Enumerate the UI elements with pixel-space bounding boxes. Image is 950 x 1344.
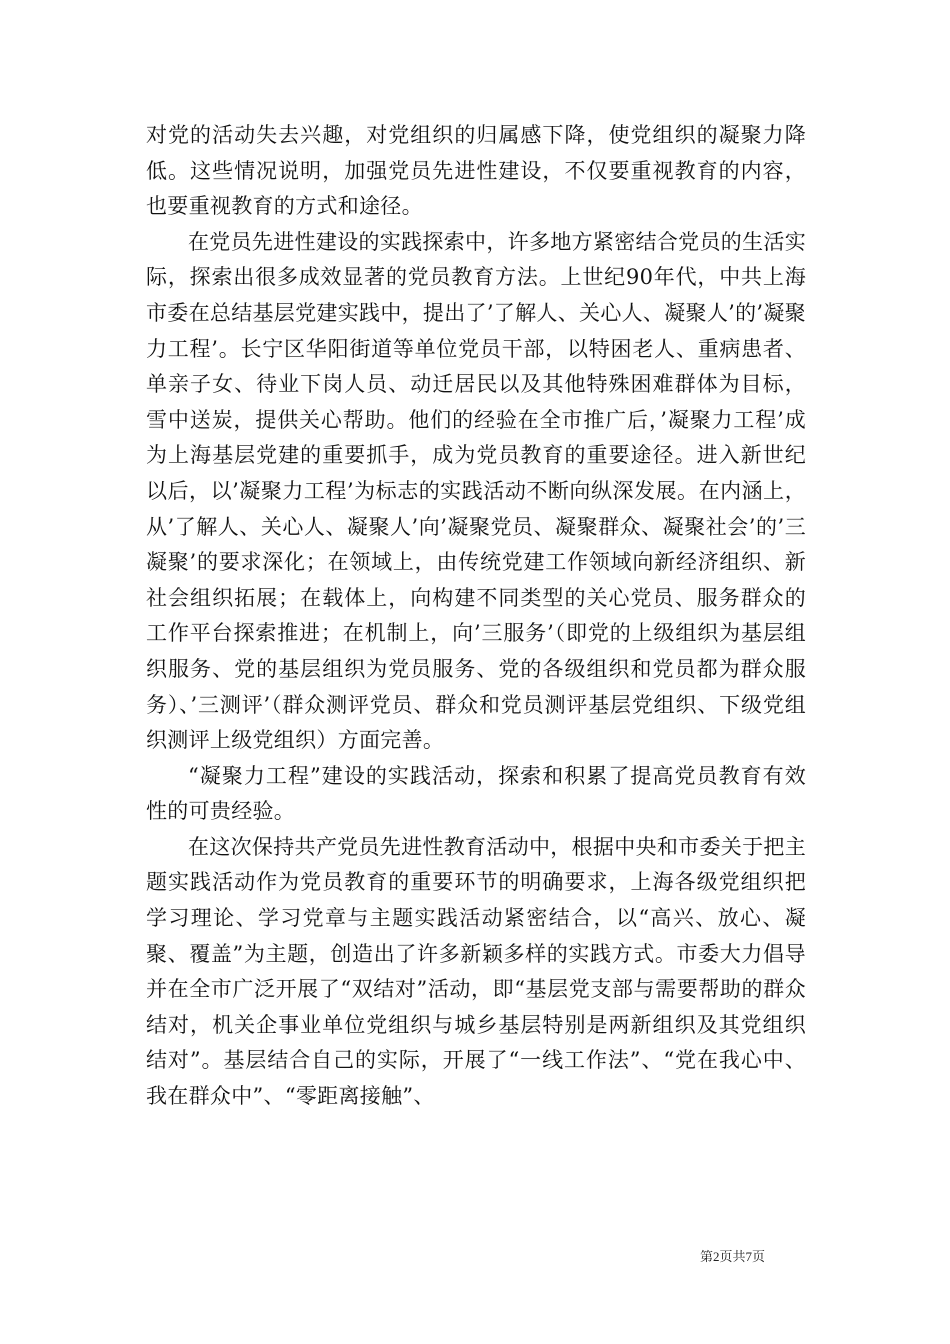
page-number-footer: 第2页共7页 [700, 1249, 766, 1264]
paragraph-2: 在党员先进性建设的实践探索中，许多地方紧密结合党员的生活实际，探索出很多成效显著的党员教育方法。上世纪90年代，中共上海市委在总结基层党建实践中，提出了’了解人、关心人、凝聚人’的’凝聚力工程’。长宁区华阳街道等单位党员干部，以特困老人、重病患者、单亲子女、待业下岗人员、动迁居民以及其他特殊困难群体为目标，雪中送炭，提供关心帮助。他们的经验在全市推广后，’凝聚力工程’成为上海基层党建的重要抓手，成为党员教育的重要途径。进入新世纪以后，以’凝聚力工程’为标志的实践活动不断向纵深发展。在内涵上，从’了解人、关心人、凝聚人’向’凝聚党员、凝聚群众、凝聚社会’的’三凝聚’的要求深化；在领域上，由传统党建工作领域向新经济组织、新社会组织拓展；在载体上，向构建不同类型的关心党员、服务群众的工作平台探索推进；在机制上，向’三服务’（即党的上级组织为基层组织服务、党的基层组织为党员服务、党的各级组织和党员都为群众服务）、’三测评’（群众测评党员、群众和党员测评基层党组织、下级党组织测评上级党组织）方面完善。 [146, 229, 806, 753]
paragraph-4: 在这次保持共产党员先进性教育活动中，根据中央和市委关于把主题实践活动作为党员教育的重要环节的明确要求，上海各级党组织把学习理论、学习党章与主题实践活动紧密结合，以“高兴、放心、凝聚、覆盖”为主题，创造出了许多新颖多样的实践方式。市委大力倡导并在全市广泛开展了“双结对”活动，即“基层党支部与需要帮助的群众结对，机关企事业单位党组织与城乡基层特别是两新组织及其党组织结对”。基层结合自己的实际，开展了“一线工作法”、“党在我心中、我在群众中”、“零距离接触”、 [146, 834, 806, 1109]
paragraph-3: “凝聚力工程”建设的实践活动，探索和积累了提高党员教育有效性的可贵经验。 [146, 763, 806, 824]
paragraph-1: 对党的活动失去兴趣，对党组织的归属感下降，使党组织的凝聚力降低。这些情况说明，加强党员先进性建设，不仅要重视教育的内容，也要重视教育的方式和途径。 [146, 123, 806, 219]
document-body [146, 118, 806, 1115]
